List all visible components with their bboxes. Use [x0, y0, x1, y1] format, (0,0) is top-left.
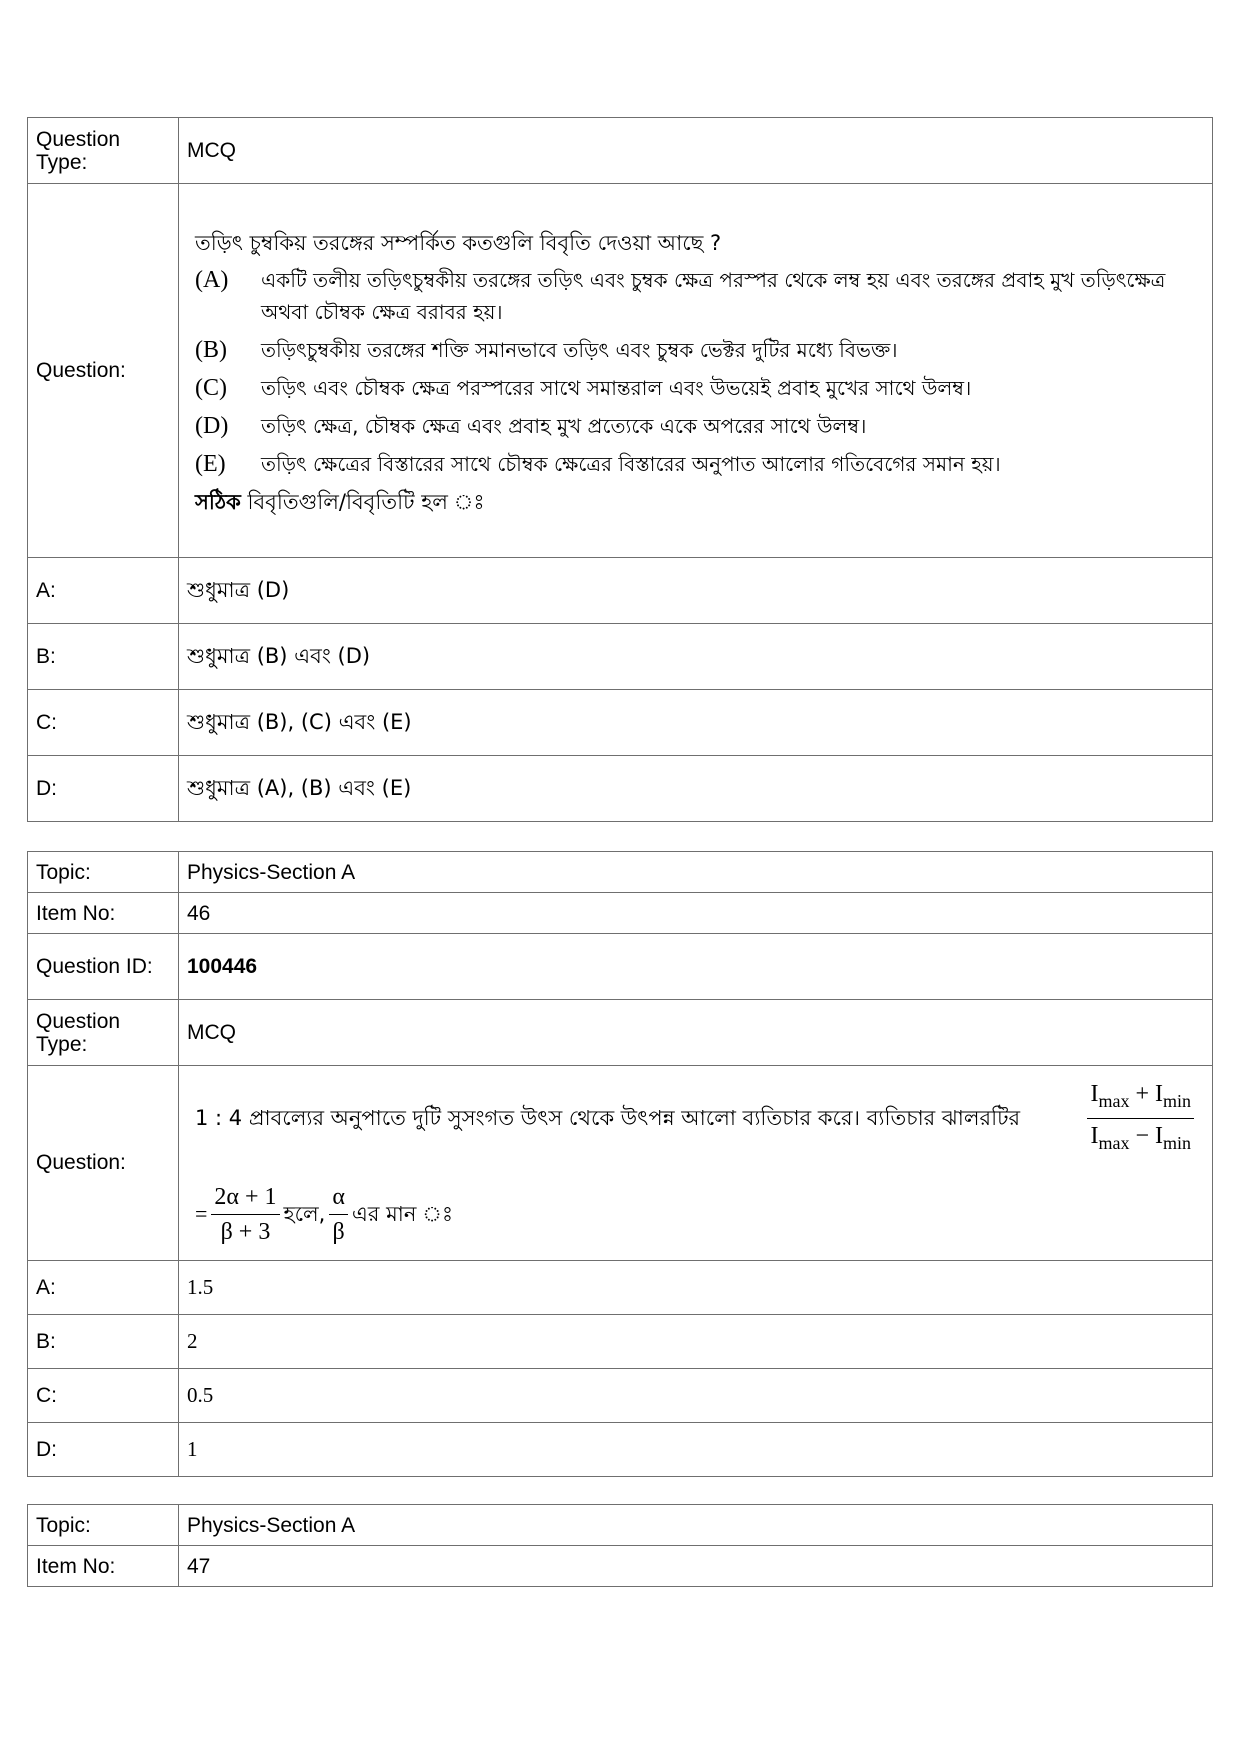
row-option-c: [28, 690, 1213, 756]
fraction-intensity-denominator: $I_{max} - I_{min}$: [1090, 1122, 1191, 1153]
label-question-type: Question Type:: [28, 1000, 179, 1066]
row-option-d: [28, 756, 1213, 822]
label-option-c: C:: [28, 1368, 179, 1422]
fraction-alpha-beta-expr: [211, 1181, 279, 1248]
row-item-no: [28, 1546, 1213, 1587]
statement-text: একটি তলীয় তড়িৎচুম্বকীয় তরঙ্গের তড়িৎ এবং চুম্বক ক্ষেত্র পরস্পর থেকে লম্ব হয় এবং তরঙ্গের প্রবাহ মুখ তড়িৎক্ষেত্র অথবা চৌম্বক ক্ষেত্র বরাবর হয়।: [261, 267, 1166, 324]
fraction-intensity-numerator: $I_{max} + I_{min}$: [1087, 1078, 1194, 1119]
row-topic: [28, 1505, 1213, 1546]
statement-text: তড়িৎ ক্ষেত্র, চৌম্বক ক্ষেত্র এবং প্রবাহ মুখ প্রত্যেকে একে অপরের সাথে উলম্ব।: [261, 413, 867, 438]
row-topic: [28, 852, 1213, 893]
row-option-c: [28, 1368, 1213, 1422]
statement-a: [195, 264, 1198, 328]
label-option-a: A:: [28, 558, 179, 624]
question-footer: [195, 486, 1198, 518]
option-d: 1: [179, 1422, 1213, 1476]
question-body: [179, 184, 1213, 558]
label-topic: Topic:: [28, 852, 179, 893]
option-c: 0.5: [179, 1368, 1213, 1422]
value-item-no: 46: [179, 893, 1213, 934]
statement-c: [195, 372, 1198, 404]
option-a: শুধুমাত্র (D): [179, 558, 1213, 624]
label-option-d: D:: [28, 756, 179, 822]
label-topic: Topic:: [28, 1505, 179, 1546]
question-line-1: [195, 1078, 1198, 1159]
footer-rest: বিবৃতিগুলি/বিবৃতিটি হল ঃ: [240, 489, 485, 514]
row-option-a: [28, 1260, 1213, 1314]
row-option-d: [28, 1422, 1213, 1476]
row-option-b: [28, 1314, 1213, 1368]
option-a: 1.5: [179, 1260, 1213, 1314]
statement-text: তড়িৎ এবং চৌম্বক ক্ষেত্র পরস্পরের সাথে সমান্তরাল এবং উভয়েই প্রবাহ মুখের সাথে উলম্ব।: [261, 375, 972, 400]
row-question: [28, 1066, 1213, 1261]
statement-text: তড়িৎচুম্বকীয় তরঙ্গের শক্তি সমানভাবে তড়িৎ এবং চুম্বক ভেক্টর দুটির মধ্যে বিভক্ত।: [261, 337, 898, 362]
statement-d: [195, 410, 1198, 442]
fraction-alpha-over-beta: [329, 1181, 348, 1248]
question-body: [179, 1066, 1213, 1261]
row-question-type: [28, 1000, 1213, 1066]
value-question-type: MCQ: [179, 118, 1213, 184]
question-line-2: [195, 1181, 1198, 1248]
row-question-id: [28, 934, 1213, 1000]
question-intro: তড়িৎ চুম্বকিয় তরঙ্গের সম্পর্কিত কতগুলি বিবৃতি দেওয়া আছে ?: [195, 230, 722, 255]
question-text-3: এর মান ঃ: [351, 1202, 454, 1227]
label-question-id: Question ID:: [28, 934, 179, 1000]
label-option-b: B:: [28, 1314, 179, 1368]
fraction-denominator: β: [332, 1218, 345, 1245]
statement-tag: (E): [195, 450, 226, 477]
option-b: শুধুমাত্র (B) এবং (D): [179, 624, 1213, 690]
equals-sign: =: [195, 1201, 208, 1227]
question-text-1: 1 : 4 প্রাবল্যের অনুপাতে দুটি সুসংগত উৎস থেকে উৎপন্ন আলো ব্যতিচার করে। ব্যতিচার ঝালরটির: [195, 1106, 1021, 1131]
question-table-1: [27, 117, 1213, 822]
value-item-no: 47: [179, 1546, 1213, 1587]
label-question-type: Question Type:: [28, 118, 179, 184]
statement-tag: (B): [195, 336, 227, 363]
question-table-2: [27, 851, 1213, 1477]
label-option-d: D:: [28, 1422, 179, 1476]
label-item-no: Item No:: [28, 893, 179, 934]
value-question-id: 100446: [179, 934, 1213, 1000]
label-item-no: Item No:: [28, 1546, 179, 1587]
row-option-a: [28, 558, 1213, 624]
label-question: Question:: [28, 1066, 179, 1261]
footer-bold: সঠিক: [195, 489, 241, 514]
row-question-type: [28, 118, 1213, 184]
statement-tag: (D): [195, 412, 229, 439]
option-b: 2: [179, 1314, 1213, 1368]
label-option-c: C:: [28, 690, 179, 756]
label-option-a: A:: [28, 1260, 179, 1314]
question-table-3: [27, 1504, 1213, 1587]
statement-tag: (A): [195, 266, 229, 293]
row-option-b: [28, 624, 1213, 690]
statement-tag: (C): [195, 374, 227, 401]
fraction-intensity: [1087, 1078, 1194, 1159]
option-c: শুধুমাত্র (B), (C) এবং (E): [179, 690, 1213, 756]
statement-e: [195, 448, 1198, 480]
label-option-b: B:: [28, 624, 179, 690]
fraction-numerator: 2α + 1: [211, 1181, 279, 1215]
statement-text: তড়িৎ ক্ষেত্রের বিস্তারের সাথে চৌম্বক ক্ষেত্রের বিস্তারের অনুপাত আলোর গতিবেগের সমান হয়।: [261, 451, 1001, 476]
fraction-numerator: α: [329, 1181, 348, 1215]
question-text-2: হলে,: [283, 1202, 326, 1227]
option-d: শুধুমাত্র (A), (B) এবং (E): [179, 756, 1213, 822]
row-question: [28, 184, 1213, 558]
statement-b: [195, 334, 1198, 366]
value-question-type: MCQ: [179, 1000, 1213, 1066]
label-question: Question:: [28, 184, 179, 558]
fraction-denominator: β + 3: [220, 1218, 271, 1245]
row-item-no: [28, 893, 1213, 934]
value-topic: Physics-Section A: [179, 852, 1213, 893]
value-topic: Physics-Section A: [179, 1505, 1213, 1546]
